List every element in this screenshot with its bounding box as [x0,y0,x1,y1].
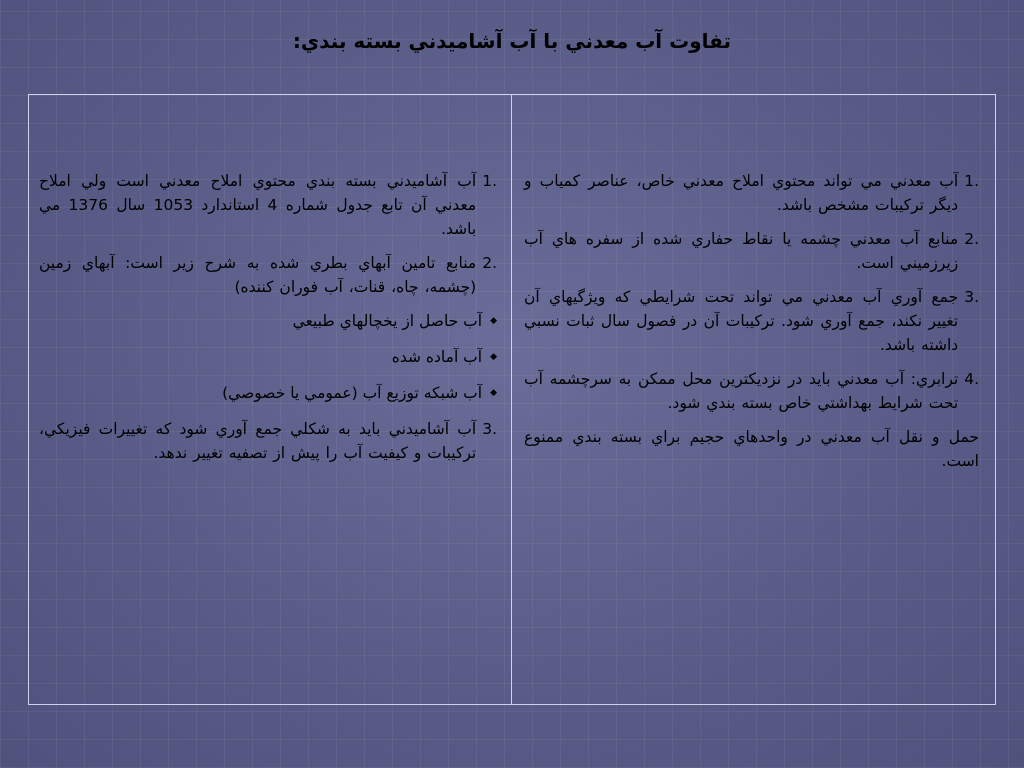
item-number: 1. [482,172,497,190]
item-text: آب آشاميدني بسته بندي محتوي املاح معدني است ولي املاح معدني آن تابع جدول شماره 4 استاندارد 1053 سال 1376 مي باشد. [39,172,477,238]
bullet-text: آب حاصل از يخچالهاي طبيعي [292,312,483,330]
mineral-item-3 [524,285,979,357]
item-number: 4. [964,370,979,388]
item-text: آب آشاميدني بايد به شكلي جمع آوري شود كه تغييرات فيزيكي، تركيبات و كيفيت آب را پيش از تصفيه تغيير ندهد. [39,420,477,462]
drinking-item-2 [39,251,497,299]
bullet-text: آب آماده شده [391,348,483,366]
diamond-bullet-icon: ◆ [490,388,497,398]
mineral-item-4 [524,367,979,415]
bullet-text: آب شبكه توزيع آب (عمومي يا خصوصي) [222,384,483,402]
diamond-bullet-icon: ◆ [490,316,497,326]
item-text: جمع آوري آب معدني مي تواند تحت شرايطي كه ويژگيهاي آن تغيير نكند، جمع آوري شود. تركيبات آن در فصول سال ثبات نسبي داشته باشد. [524,288,959,354]
item-number: 3. [482,420,497,438]
bullet-item [39,345,497,369]
comparison-table [28,94,996,705]
mineral-water-column [511,95,995,704]
drinking-water-column [29,95,511,704]
slide-title: تفاوت آب معدني با آب آشاميدني بسته بندي: [292,29,732,53]
item-text: حمل و نقل آب معدني در واحدهاي حجيم براي بسته بندي ممنوع است. [524,428,979,470]
item-text: ترابري: آب معدني بايد در نزديكترين محل ممكن به سرچشمه آب تحت شرايط بهداشتي خاص بسته بندي شود. [524,370,959,412]
drinking-item-3 [39,417,497,465]
mineral-item-5 [524,425,979,473]
bullet-item [39,309,497,333]
item-number: 3. [964,288,979,306]
mineral-item-2 [524,227,979,275]
item-number: 2. [482,254,497,272]
item-text: آب معدني مي تواند محتوي املاح معدني خاص، عناصر كمياب و ديگر تركيبات مشخص باشد. [524,172,959,214]
item-number: 2. [964,230,979,248]
item-text: منابع تامين آبهاي بطري شده به شرح زير است: آبهاي زمين (چشمه، چاه، قنات، آب فوران كننده) [39,254,477,296]
drinking-item-1 [39,169,497,241]
item-text: منابع آب معدني چشمه يا نقاط حفاري شده از سفره هاي آب زيرزميني است. [524,230,959,272]
diamond-bullet-icon: ◆ [490,352,497,362]
item-number: 1. [964,172,979,190]
bullet-item [39,381,497,405]
mineral-item-1 [524,169,979,217]
